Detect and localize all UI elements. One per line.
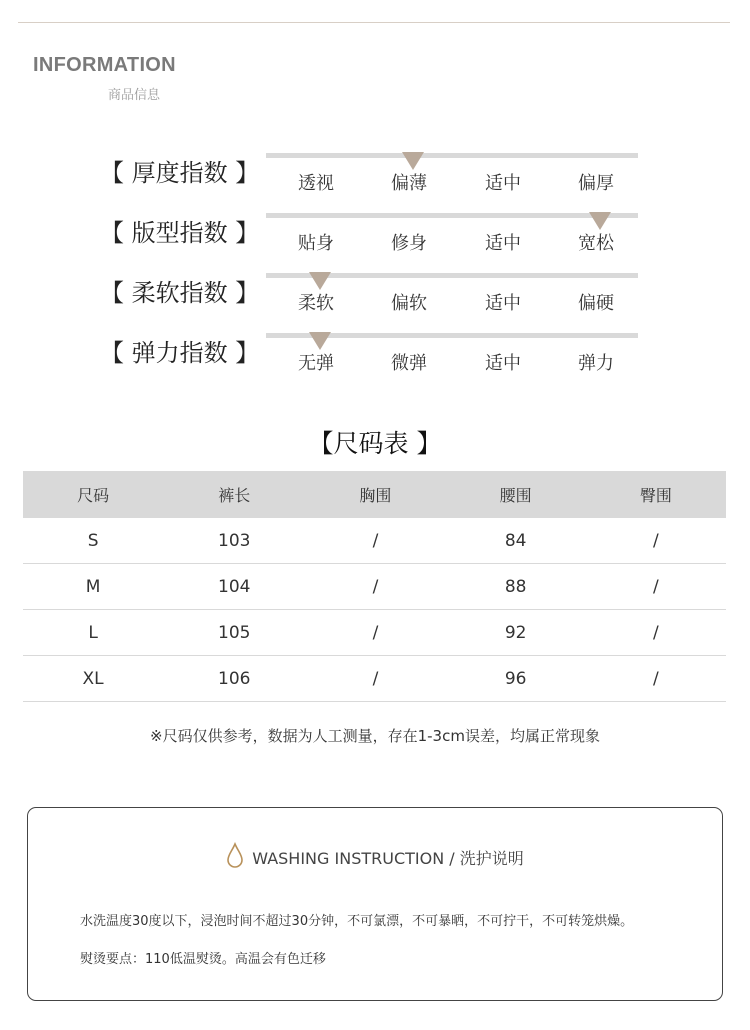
cell-hip: /: [586, 656, 726, 702]
index-scale-bar: [266, 213, 638, 218]
index-label: 【 弹力指数 】: [100, 339, 260, 367]
washing-line-1: 水洗温度30度以下，浸泡时间不超过30分钟，不可氯漂，不可暴晒，不可拧干，不可转笼烘燥。: [80, 914, 634, 929]
header-hip: 臀围: [586, 471, 726, 518]
cell-hip: /: [586, 564, 726, 610]
cell-chest: /: [305, 518, 445, 564]
table-row: [23, 564, 726, 610]
washing-instructions-panel: [27, 807, 723, 1001]
index-label: 【 厚度指数 】: [100, 159, 260, 187]
index-marker-icon: [402, 152, 424, 170]
cell-hip: /: [586, 518, 726, 564]
index-option: 偏厚: [578, 173, 614, 194]
header-waist: 腰围: [446, 471, 586, 518]
index-option: 适中: [485, 353, 521, 374]
index-marker-icon: [309, 332, 331, 350]
header-size: 尺码: [23, 471, 163, 518]
section-title: INFORMATION: [33, 54, 176, 76]
cell-chest: /: [305, 656, 445, 702]
index-label: 【 版型指数 】: [100, 219, 260, 247]
cell-waist: 96: [446, 656, 586, 702]
cell-hip: /: [586, 610, 726, 656]
cell-chest: /: [305, 610, 445, 656]
header-length: 裤长: [163, 471, 305, 518]
index-option: 微弹: [391, 353, 427, 374]
index-option: 偏硬: [578, 293, 614, 314]
index-option: 适中: [485, 173, 521, 194]
washing-heading-row: [28, 842, 722, 872]
cell-size: L: [23, 610, 163, 656]
cell-waist: 88: [446, 564, 586, 610]
cell-size: XL: [23, 656, 163, 702]
index-marker-icon: [309, 272, 331, 290]
cell-length: 105: [163, 610, 305, 656]
cell-size: M: [23, 564, 163, 610]
index-option: 修身: [391, 233, 427, 254]
table-row: [23, 610, 726, 656]
cell-chest: /: [305, 564, 445, 610]
index-option: 弹力: [578, 353, 614, 374]
index-option: 偏软: [391, 293, 427, 314]
index-row: [0, 273, 750, 333]
cell-length: 103: [163, 518, 305, 564]
table-row: [23, 518, 726, 564]
washing-line-2: 熨烫要点：110低温熨烫。高温会有色迁移: [80, 952, 326, 967]
index-option: 贴身: [298, 233, 334, 254]
water-drop-icon: [226, 842, 244, 872]
index-option: 透视: [298, 173, 334, 194]
header-chest: 胸围: [305, 471, 445, 518]
cell-waist: 84: [446, 518, 586, 564]
index-option: 适中: [485, 233, 521, 254]
washing-heading: WASHING INSTRUCTION / 洗护说明: [252, 849, 524, 868]
size-chart-title: 【尺码表 】: [308, 429, 442, 458]
index-option: 偏薄: [391, 173, 427, 194]
section-subtitle: 商品信息: [108, 88, 161, 103]
cell-length: 106: [163, 656, 305, 702]
index-row: [0, 213, 750, 273]
table-row: [23, 656, 726, 702]
table-header-row: [23, 471, 726, 518]
index-option: 宽松: [578, 233, 614, 254]
top-divider: [18, 22, 730, 23]
size-table: [23, 471, 726, 702]
index-label: 【 柔软指数 】: [100, 279, 260, 307]
index-marker-icon: [589, 212, 611, 230]
size-note: ※尺码仅供参考，数据为人工测量，存在1-3cm误差，均属正常现象: [150, 727, 600, 745]
cell-waist: 92: [446, 610, 586, 656]
index-scale-bar: [266, 153, 638, 158]
index-row: [0, 333, 750, 393]
index-row: [0, 153, 750, 213]
index-option: 适中: [485, 293, 521, 314]
cell-length: 104: [163, 564, 305, 610]
index-option: 无弹: [298, 353, 334, 374]
index-option: 柔软: [298, 293, 334, 314]
cell-size: S: [23, 518, 163, 564]
